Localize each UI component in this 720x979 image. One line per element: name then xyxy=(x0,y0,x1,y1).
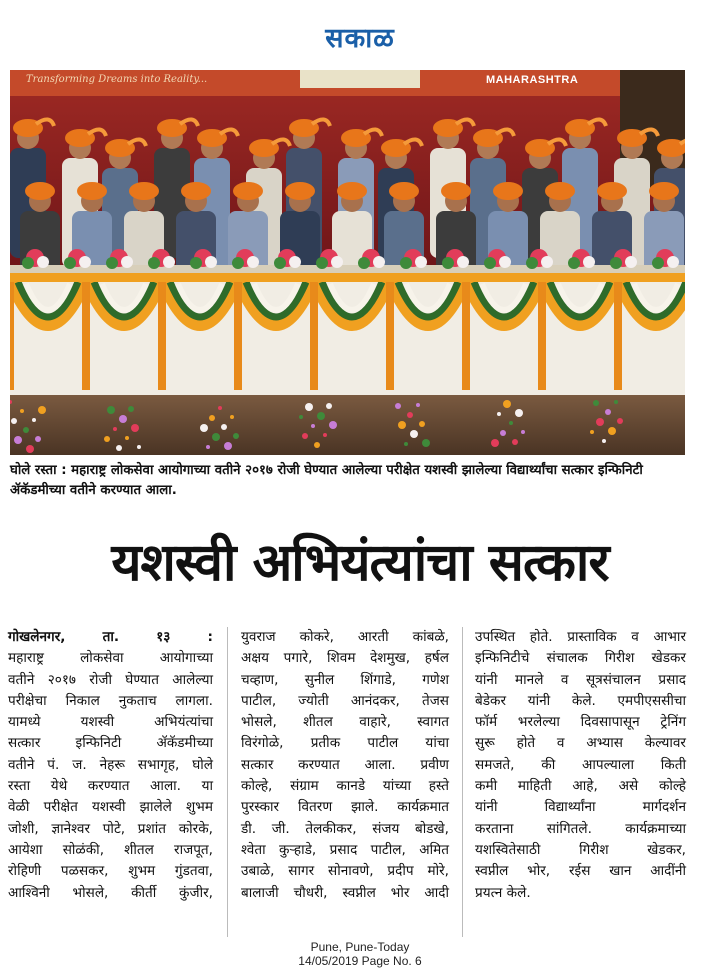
flower-petal xyxy=(200,424,208,432)
article-line: पाटील, ज्योती आनंदकर, तेजस xyxy=(241,692,449,709)
article-line: युवराज कोकरे, आरती कांबळे, xyxy=(241,629,449,645)
article-line: पुरस्कार वितरण झाले. कार्यक्रमात xyxy=(241,799,449,816)
backdrop-tagline: Transforming Dreams into Reality... xyxy=(26,74,208,85)
flower-petal xyxy=(521,430,525,434)
flower-petal xyxy=(233,433,239,439)
flower-petal xyxy=(23,427,29,433)
flower-petal xyxy=(326,403,332,409)
article-line: चव्हाण, सुनील शिंगाडे, गणेश xyxy=(241,671,449,688)
flower-petal xyxy=(305,403,313,411)
article-line: सत्कार करण्यात आला. प्रवीण xyxy=(241,756,449,773)
article-line: करताना सांगितले. कार्यक्रमाच्या xyxy=(475,820,686,837)
flower-petal xyxy=(314,442,320,448)
flower-petal xyxy=(131,424,139,432)
flower-petal xyxy=(113,427,117,431)
article-line: श्वेता कुऱ्हाडे, प्रसाद पाटील, अमित xyxy=(241,841,449,858)
flower-petal xyxy=(212,433,220,441)
flower-petal xyxy=(503,400,511,408)
flower-petal xyxy=(596,418,604,426)
column-divider xyxy=(462,627,463,937)
article-line: समजते, की आपल्याला किती xyxy=(475,756,686,773)
flower-petal xyxy=(35,436,41,442)
flower-petal xyxy=(419,421,425,427)
flower-petal xyxy=(11,418,17,424)
flower-petal xyxy=(590,430,594,434)
article-line: परीक्षेचा निकाल नुकताच लागला. xyxy=(8,692,213,709)
article-line: स्वप्नील भोर, रईस खान आदींनी xyxy=(475,863,686,880)
backdrop-banner-text: MAHARASHTRA xyxy=(486,74,579,86)
article-line: डी. जी. तेलकीकर, संजय बोडखे, xyxy=(241,820,449,837)
flower-petal xyxy=(218,406,222,410)
article-line: उपस्थित होते. प्रास्ताविक व आभार xyxy=(475,629,686,645)
event-photo xyxy=(10,70,685,455)
article-line: रस्ता येथे करण्यात आला. या xyxy=(8,778,213,795)
flower-petal xyxy=(410,430,418,438)
article-column-1 xyxy=(8,627,213,904)
flower-petal xyxy=(512,439,518,445)
flower-petal xyxy=(407,412,413,418)
article-line: जोशी, ज्ञानेश्वर पोटे, प्रशांत कोरके, xyxy=(8,820,213,837)
flower-petal xyxy=(104,436,110,442)
article-column-3 xyxy=(475,627,686,904)
flower-petal xyxy=(395,403,401,409)
article-line: बेडेकर यांनी केले. एमपीएससीचा xyxy=(475,692,686,709)
article-line: सत्कार इन्फिनिटी ॲकॅडमीच्या xyxy=(8,735,213,752)
footer-date-page: 14/05/2019 Page No. 6 xyxy=(298,954,422,968)
article-line: वतीने पं. ज. नेहरू सभागृह, घोले xyxy=(8,756,213,773)
article-line: विरंगोळे, प्रतीक पाटील यांचा xyxy=(241,735,449,752)
flower-petal xyxy=(398,421,406,429)
article-line: कोल्हे, संग्राम कानडे यांच्या हस्ते xyxy=(241,778,449,795)
flower-petal xyxy=(617,418,623,424)
flower-petal xyxy=(32,418,36,422)
article-line: यांनी मानले व सूत्रसंचालन प्रसाद xyxy=(475,671,686,688)
article-line: यांनी विद्यार्थ्यांना मार्गदर्शन xyxy=(475,799,686,816)
flower-petal xyxy=(302,433,308,439)
article-line: इन्फिनिटीचे संचालक गिरीश खेडकर xyxy=(475,650,686,667)
flower-petal xyxy=(230,415,234,419)
flower-petal xyxy=(299,415,303,419)
column-divider xyxy=(227,627,228,937)
flower-petal xyxy=(317,412,325,420)
flower-petal xyxy=(323,433,327,437)
flower-petal xyxy=(605,409,611,415)
masthead-logo: सकाळ xyxy=(325,23,395,54)
article-line: बालाजी चौधरी, स्वप्नील भोर आदी xyxy=(241,884,449,901)
page-footer xyxy=(0,940,720,968)
article-line: फॉर्म भरलेल्या दिवसापासून ट्रेनिंग xyxy=(475,714,686,731)
flower-petal xyxy=(116,445,122,451)
footer-edition: Pune, Pune-Today xyxy=(310,940,410,954)
article-dateline: गोखलेनगर, ता. १३ : xyxy=(8,629,213,645)
flower-petal xyxy=(128,406,134,412)
flower-petal xyxy=(14,436,22,444)
flower-petal xyxy=(515,409,523,417)
flower-petal xyxy=(500,430,506,436)
article-line: सुरू होते व अभ्यास केल्यावर xyxy=(475,735,686,752)
event-photo-illustration xyxy=(10,70,685,455)
flower-petal xyxy=(125,436,129,440)
flower-petal xyxy=(614,400,618,404)
flower-petal xyxy=(608,427,616,435)
flower-petal xyxy=(311,424,315,428)
flower-petal xyxy=(422,439,430,447)
flower-petal xyxy=(404,442,408,446)
flower-petal xyxy=(329,421,337,429)
flower-petal xyxy=(491,439,499,447)
flower-petal xyxy=(26,445,34,453)
article-line: वतीने २०१७ रोजी घेण्यात आलेल्या xyxy=(8,671,213,688)
article-line: भोसले, शीतल वाहारे, स्वागत xyxy=(241,714,449,731)
article-line: यामध्ये यशस्वी अभियंत्यांचा xyxy=(8,714,213,731)
flower-petal xyxy=(20,409,24,413)
photo-caption: घोले रस्ता : महाराष्ट्र लोकसेवा आयोगाच्या वतीने २०१७ रोजी घेण्यात आलेल्या परीक्षेत यशस्वी झालेल्या विद्यार्थ्यांचा सत्कार इन्फिनिटी ॲकॅडमीच्या वतीने करण्यात आला. xyxy=(10,463,643,498)
marigold-garland xyxy=(10,273,685,282)
article-column-2 xyxy=(241,627,449,904)
flower-petal xyxy=(224,442,232,450)
article-line: आयेशा सोळंकी, शीतल राजपूत, xyxy=(8,841,213,858)
flower-petal xyxy=(509,421,513,425)
article-line: अक्षय पगारे, शिवम देशमुख, हर्षल xyxy=(241,650,449,667)
article-line: यशस्वितेसाठी गिरीश खेडकर, xyxy=(475,841,686,858)
article-headline: यशस्वी अभियंत्यांचा सत्कार xyxy=(111,533,609,593)
flower-petal xyxy=(137,445,141,449)
flower-petal xyxy=(209,415,215,421)
article-line: प्रयत्न केले. xyxy=(475,884,531,901)
article-line: आश्विनी भोसले, कीर्ती कुंजीर, xyxy=(8,884,213,901)
flower-petal xyxy=(221,424,227,430)
flower-petal xyxy=(107,406,115,414)
flower-petal xyxy=(416,403,420,407)
flower-petal xyxy=(602,439,606,443)
article-line: वेळी परीक्षेत यशस्वी झालेले शुभम xyxy=(8,799,213,816)
article-line: कमी माहिती आहे, असे कोल्हे xyxy=(475,778,686,795)
flower-petal xyxy=(206,445,210,449)
flower-petal xyxy=(593,400,599,406)
article-line: उबाळे, सागर सोनावणे, प्रदीप मोरे, xyxy=(241,863,449,880)
flower-petal xyxy=(119,415,127,423)
flower-petal xyxy=(38,406,46,414)
flower-petal xyxy=(497,412,501,416)
article-line: महाराष्ट्र लोकसेवा आयोगाच्या xyxy=(8,650,213,667)
article-line: रोहिणी पळसकर, शुभम गुंडतवा, xyxy=(8,863,213,880)
